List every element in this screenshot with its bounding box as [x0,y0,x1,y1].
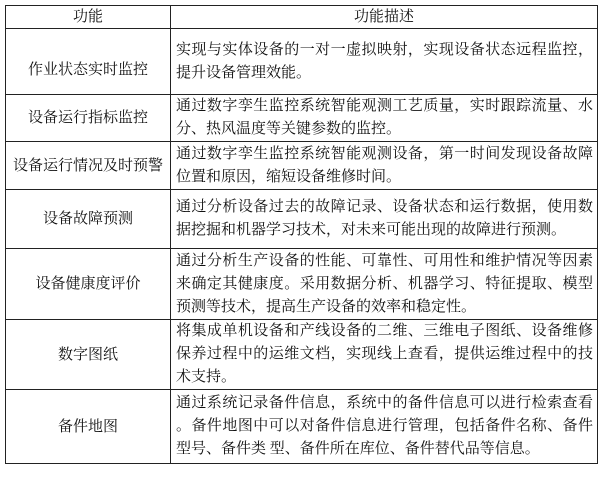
feature-table [5,5,598,464]
description-line: 型号、备件类 型、备件所在库位、备件替代品等信息。 [176,441,540,457]
table-row [6,320,598,390]
header-feature: 功能 [6,6,171,29]
description-line: 据挖掘和机器学习技术，对未来可能出现的故障进行预测。 [176,222,567,238]
description-line: 将集成单机设备和产线设备的二维、三维电子图纸、设备维修 [176,323,593,339]
table-row [6,95,598,142]
feature-description-cell [171,142,598,190]
description-line: 预测等技术，提高生产设备的效率和稳定性。 [176,298,477,315]
feature-description-cell [171,320,598,390]
description-line: 来确定其健康度。采用数据分析、机器学习、特征提取、模型 [176,275,593,292]
description-line: 通过数字孪生监控系统智能观测工艺质量，实时跟踪流量、水 [176,98,593,114]
description-line: 通过系统记录备件信息，系统中的备件信息可以进行检索查看 [176,395,593,411]
feature-name-cell: 设备故障预测 [6,190,171,249]
table-row [6,390,598,464]
feature-name-cell: 作业状态实时监控 [6,29,171,95]
header-row [6,6,598,29]
header-description: 功能描述 [171,6,598,29]
description-line: 通过分析设备过去的故障记录、设备状态和运行数据，使用数 [176,199,593,215]
description-line: 通过分析生产设备的性能、可靠性、可用性和维护情况等因素 [176,252,593,269]
description-line: 提升设备管理效能。 [176,64,312,81]
description-line: 位置和原因，缩短设备维修时间。 [176,168,402,185]
description-line: 保养过程中的运维文档，实现线上查看，提供运维过程中的技 [176,346,593,362]
feature-name-cell: 设备运行指标监控 [6,95,171,142]
table-row [6,249,598,320]
feature-name-cell: 设备运行情况及时预警 [6,142,171,190]
table-row [6,142,598,190]
feature-name-cell: 设备健康度评价 [6,249,171,320]
description-line: 术支持。 [176,369,237,385]
description-line: 分、热风温度等关键参数的监控。 [176,121,402,137]
feature-description-cell [171,190,598,249]
feature-description-cell [171,249,598,320]
table-row [6,190,598,249]
feature-name-cell: 数字图纸 [6,320,171,390]
description-line: 通过数字孪生监控系统智能观测设备，第一时间发现设备故障 [176,145,593,162]
feature-description-cell [171,95,598,142]
table-row [6,29,598,95]
feature-description-cell [171,29,598,95]
feature-name-cell: 备件地图 [6,390,171,464]
description-line: 。备件地图中可以对备件信息进行管理，包括备件名称、备件 [176,418,593,434]
feature-description-cell [171,390,598,464]
description-line: 实现与实体设备的一对一虚拟映射，实现设备状态远程监控， [176,41,593,58]
